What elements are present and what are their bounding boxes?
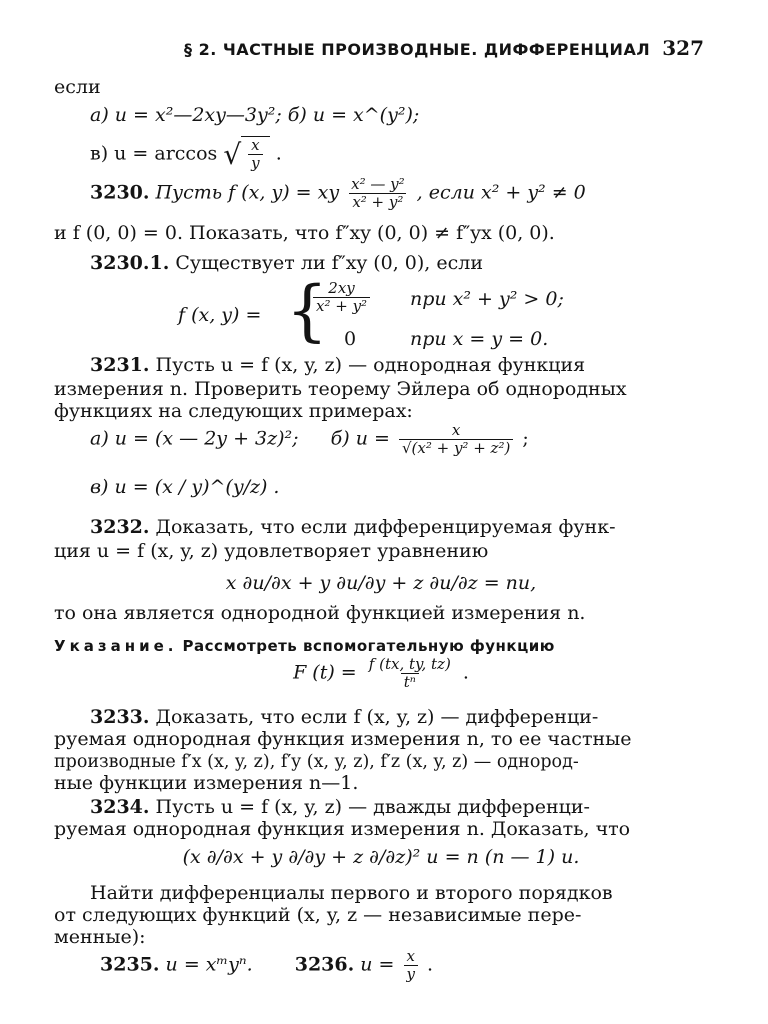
section-text: Найти дифференциалы первого и второго порядков <box>90 882 613 904</box>
formula-line: в) u = arccos √ $\frac{x}{y}$ . <box>90 136 282 172</box>
text-line <box>54 222 708 248</box>
problem-number: 3235. <box>100 953 160 976</box>
problem-text: то она является однородной функцией измерения n. <box>54 602 586 624</box>
problem-3232 <box>54 516 708 542</box>
problem-formula: u = xᵐyⁿ. <box>165 953 253 976</box>
section-text: менные): <box>54 926 146 948</box>
frac-denominator: tⁿ <box>401 673 419 691</box>
hint-label: Указание. <box>54 637 178 655</box>
text-line <box>54 602 708 628</box>
sqrt-symbol: √ <box>223 138 242 171</box>
frac-numerator: x <box>451 421 461 439</box>
problem-text: Существует ли f″xy (0, 0), если <box>175 252 484 274</box>
text-line <box>54 818 708 844</box>
problem-number: 3234. <box>90 796 150 818</box>
frac-denominator: y <box>404 965 418 983</box>
text-line <box>54 76 708 102</box>
frac-numerator: x² — y² <box>351 175 405 193</box>
problem-number: 3233. <box>90 706 150 728</box>
piecewise-formula <box>54 272 708 350</box>
problem-text: Пусть u = f (x, y, z) — дважды дифференци- <box>155 796 590 818</box>
problem-number: 3236. <box>294 953 355 976</box>
problem-text: руемая однородная функция измерения n. Доказать, что <box>54 818 631 840</box>
problem-text: ные функции измерения n—1. <box>54 772 359 794</box>
problem-3231 <box>54 354 708 380</box>
section-text: от следующих функций (x, y, z — независимые пере- <box>54 904 582 926</box>
text-esli: если <box>54 76 101 98</box>
problem-3230-1 <box>54 252 708 278</box>
formula-line: а) u = (x — 2y + 3z)²; б) u = $\frac{x}{\text{√(x² + y² + z²)}}$ ; <box>90 421 529 457</box>
frac-numerator: x <box>251 136 260 154</box>
formula-line <box>54 104 708 130</box>
brace: { <box>286 272 328 349</box>
frac-numerator: x <box>406 947 415 965</box>
section-title: § 2. ЧАСТНЫЕ ПРОИЗВОДНЫЕ. ДИФФЕРЕНЦИАЛ <box>184 40 651 59</box>
frac-denominator: y <box>248 154 262 172</box>
formula-line <box>54 572 708 602</box>
problem-number: 3230.1. <box>90 252 170 274</box>
piecewise-cond2: при x = y = 0. <box>410 328 549 350</box>
text-line <box>54 772 708 798</box>
problem-formula: u = <box>360 953 395 976</box>
problem-number: 3231. <box>90 354 150 376</box>
hint-lhs: F (t) = <box>293 661 357 684</box>
problem-text: Доказать, что если f (x, y, z) — дифференци- <box>155 706 599 728</box>
operator-equation: (x ∂/∂x + y ∂/∂y + z ∂/∂z)² u = n (n — 1) u. <box>182 846 580 868</box>
formula-a: а) u = (x — 2y + 3z)²; <box>90 427 299 450</box>
frac-denominator: √(x² + y² + z²) <box>399 439 513 457</box>
formula-b: б) u = <box>330 427 390 450</box>
problem-text: Доказать, что если дифференцируемая функ- <box>155 516 616 538</box>
formula-line: F (t) = $\frac{f (tx, ty, tz)}{\text{tⁿ}}$ . <box>293 655 469 691</box>
frac-denominator: x² + y² <box>349 193 406 211</box>
problem-text-tail: , если x² + y² ≠ 0 <box>416 181 586 204</box>
problem-3230 <box>54 176 708 216</box>
text-line <box>54 540 708 566</box>
page-number: 327 <box>662 36 704 60</box>
frac-numerator: f (tx, ty, tz) <box>368 655 451 673</box>
hint-text: Рассмотреть вспомогательную функцию <box>182 637 555 655</box>
formula-v-label: в) u = arccos <box>90 142 218 165</box>
formula-a-b: а) u = x²—2xy—3y²; б) u = x^(y²); <box>90 104 420 126</box>
problem-text: и f (0, 0) = 0. Показать, что f″xy (0, 0) ≠ f″yx (0, 0). <box>54 222 555 244</box>
problems-3235-3236: 3235. u = xᵐyⁿ. 3236. u = $\frac{x}{y}$ . <box>100 947 434 983</box>
formula-v: в) u = (x / y)^(y/z) . <box>90 476 280 498</box>
problem-number: 3230. <box>90 181 150 204</box>
frac-denominator: x² + y² <box>313 297 370 315</box>
formula-line <box>54 846 708 880</box>
running-header <box>54 36 708 64</box>
piecewise-val2: 0 <box>344 328 357 350</box>
problem-text: Пусть u = f (x, y, z) — однородная функция <box>155 354 586 376</box>
problem-text: производные f′x (x, y, z), f′y (x, y, z), f′z (x, y, z) — однород- <box>54 752 579 772</box>
frac-numerator: 2xy <box>328 279 355 297</box>
formula-line <box>54 476 708 512</box>
problem-text: измерения n. Проверить теорему Эйлера об однородных <box>54 378 627 400</box>
problem-text: функциях на следующих примерах: <box>54 400 413 422</box>
problem-number: 3232. <box>90 516 150 538</box>
problem-text: ция u = f (x, y, z) удовлетворяет уравнению <box>54 540 489 562</box>
problem-text: Пусть f (x, y) = xy <box>155 181 340 204</box>
piecewise-cond1: при x² + y² > 0; <box>410 288 564 310</box>
euler-equation: x ∂u/∂x + y ∂u/∂y + z ∂u/∂z = nu, <box>225 572 537 594</box>
piecewise-lhs: f (x, y) = <box>178 304 262 326</box>
problem-text: руемая однородная функция измерения n, то ее частные <box>54 728 632 750</box>
